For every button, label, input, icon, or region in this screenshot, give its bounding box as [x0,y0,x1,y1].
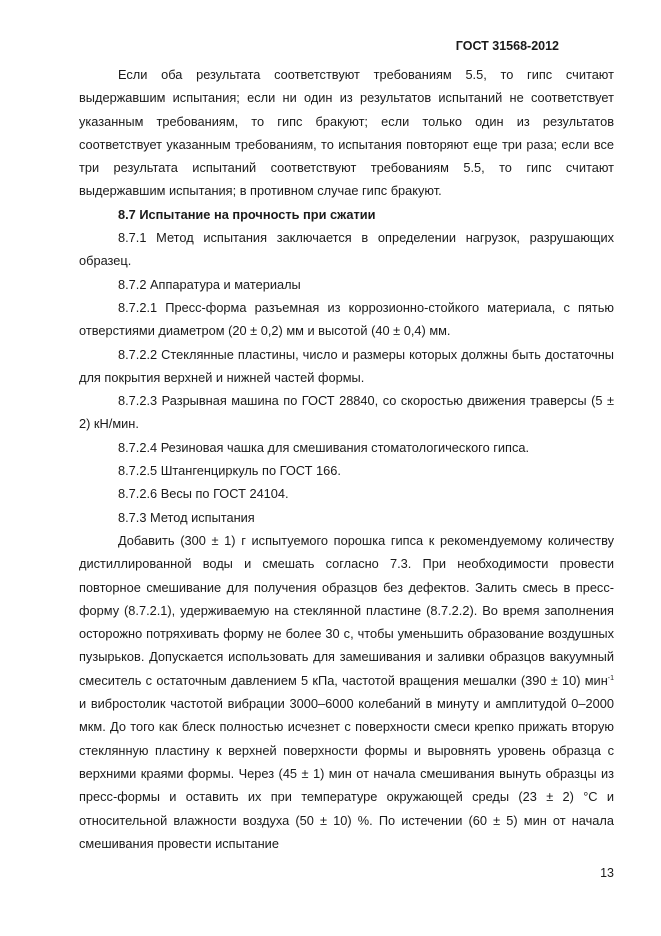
document-body [79,63,614,855]
paragraph-8-7-2: 8.7.2 Аппаратура и материалы [118,276,301,292]
section-heading-8-7: 8.7 Испытание на прочность при сжатии [118,206,376,222]
paragraph-8-7-3: 8.7.3 Метод испытания [118,509,255,525]
paragraph-8-7-2-6: 8.7.2.6 Весы по ГОСТ 24104. [118,486,289,502]
paragraph-8-7-2-1: 8.7.2.1 Пресс-форма разъемная из коррозионно-стойкого материала, с пятью отверстиями диаметром (20 ± 0,2) мм и высотой (40 ± 0,4) мм. [79,299,614,339]
unit-superscript: -1 [607,674,614,682]
paragraph-8-7-2-2: 8.7.2.2 Стеклянные пластины, число и размеры которых должны быть достаточны для покрытия верхней и нижней частей формы. [79,346,614,385]
paragraph-8-7-1: 8.7.1 Метод испытания заключается в определении нагрузок, разрушающих образец. [79,230,614,269]
paragraph-8-7-2-3: 8.7.2.3 Разрывная машина по ГОСТ 28840, со скоростью движения траверсы (5 ± 2) кН/мин. [79,393,614,432]
procedure-text-part-1: Добавить (300 ± 1) г испытуемого порошка гипса к рекомендуемому количеству дистиллированной воды и смешать согласно 7.3. При необходимости провести повторное смешивание для получения образцов без дефектов. Залить смесь в пресс-форму (8.7.2.1), удерживаемую на стеклянной пластине (8.7.2.2). Во время заполнения осторожно потряхивать форму не более 30 с, чтобы уменьшить образование воздушных пузырьков. Допускается использовать для замешивания и заливки образцов вакуумный смеситель с остаточным давлением 5 кПа, частотой вращения мешалки (390 ± 10) мин [79,532,614,688]
paragraph-8-7-2-4: 8.7.2.4 Резиновая чашка для смешивания стоматологического гипса. [118,439,530,455]
paragraph-test-procedure [79,529,614,855]
page-number: 13 [600,866,614,880]
paragraph-conclusion: Если оба результата соответствуют требованиям 5.5, то гипс считают выдержавшим испытания; если ни один из результатов испытаний не соответствует указанным требованиям, то гипс бракуют; если только один из результатов соответствует указанным требованиям, то испытания повторяют еще три раза; если все три результата испытаний соответствуют требованиям 5.5, то гипс считают выдержавшим испытания; в противном случае гипс бракуют. [79,67,614,199]
paragraph-8-7-2-5: 8.7.2.5 Штангенциркуль по ГОСТ 166. [118,463,341,479]
document-header: ГОСТ 31568-2012 [455,39,559,53]
procedure-text-part-2: и вибростолик частотой вибрации 3000–6000 колебаний в минуту и амплитудой 0–2000 мкм. До того как блеск полностью исчезнет с поверхности смеси крепко прижать вторую стеклянную пластину к верхней поверхности формы и выровнять уровень образца с верхними краями формы. Через (45 ± 1) мин от начала смешивания вынуть образцы из пресс-формы и оставить их при температуре окружающей среды (23 ± 2) °С и относительной влажности воздуха (50 ± 10) %. По истечении (60 ± 5) мин от начала смешивания провести испытание [79,696,614,851]
